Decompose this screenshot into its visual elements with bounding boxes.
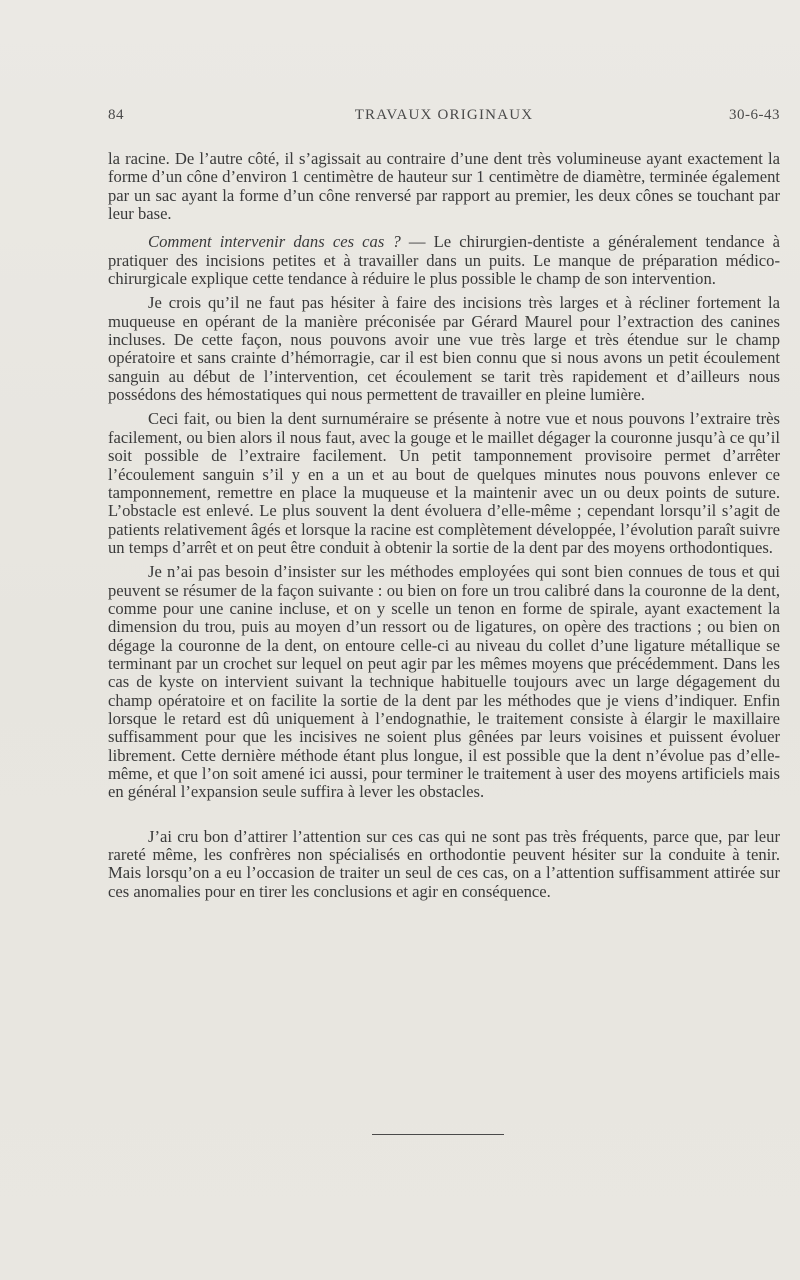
paragraph: Ceci fait, ou bien la dent surnuméraire se présente à notre vue et nous pouvons l’extraire très facilement, ou bien alors il nous faut, avec la gouge et le maillet dégager la couronne jusqu’à ce qu’il soit possible de l’extraire facilement. Un petit tamponnement provisoire permet d’arrêter l’écoulement sanguin s’il y en a un et au bout de quelques minutes nous pouvons enlever ce tamponnement, remettre en place la muqueuse et la maintenir avec un ou deux points de suture. L’obstacle est enlevé. Le plus souvent la dent évoluera d’elle-même ; cependant lorsqu’il s’agit de patients relativement âgés et lorsque la racine est complètement développée, l’évolution paraît suivre un temps d’arrêt et on peut être conduit à obtenir la sortie de la dent par des moyens orthodontiques. — [108, 409, 780, 557]
end-rule — [372, 1134, 504, 1135]
paragraph — [108, 233, 780, 288]
section-question: Comment intervenir dans ces cas ? — [148, 232, 401, 252]
paragraph: J’ai cru bon d’attirer l’attention sur ces cas qui ne sont pas très fréquents, parce que, par leur rareté même, les confrères non spécialisés en orthodontie peuvent hésiter sur la conduite à tenir. Mais lorsqu’on a eu l’occasion de traiter un seul de ces cas, on a l’attention suffisamment attirée sur ces anomalies pour en tirer les conclusions et agir en conséquence. — [108, 826, 780, 901]
issue-date: 30-6-43 — [729, 107, 780, 123]
running-title: TRAVAUX ORIGINAUX — [354, 107, 534, 123]
paragraph-text: — Le chirurgien-dentiste a généralement tendance à pratiquer des incisions petites et à travailler dans un puits. Le manque de préparation médico-chirurgicale explique cette tendance à réduire le plus possible le champ de son intervention. — [108, 232, 780, 289]
running-header — [108, 107, 780, 129]
article-body — [108, 150, 780, 901]
paragraph: Je n’ai pas besoin d’insister sur les méthodes employées qui sont bien connues de tous et qui peuvent se résumer de la façon suivante : ou bien on fore un trou calibré dans la couronne de la dent, comme pour une canine incluse, et on y scelle un tenon en forme de spirale, ayant exactement la dimension du trou, puis au moyen d’un ressort ou de ligatures, on opère des tractions ; ou bien on dégage la couronne de la dent, on entoure celle-ci au niveau du collet d’une ligature métallique se terminant par un crochet sur lequel on peut agir par les mêmes moyens que précédemment. Dans les cas de kyste on intervient suivant la technique habituelle toujours avec un large dégagement du champ opératoire et on facilite la sortie de la dent par les méthodes que je viens d’indiquer. Enfin lorsque le retard est dû uniquement à l’endognathie, le traitement consiste à élargir le maxillaire suffisamment pour que les incisives ne soient plus gênées par leurs voisines et puissent évoluer librement. Cette dernière méthode étant plus longue, il est possible que la dent n’évolue pas d’elle-même, et que l’on soit amené ici aussi, pour terminer le traitement à user des moyens artificiels mais en général l’expansion seule suffira à lever les obstacles. — [108, 562, 780, 802]
paragraph: la racine. De l’autre côté, il s’agissait au contraire d’une dent très volumineuse ayant exactement la forme d’un cône d’environ 1 centimètre de hauteur sur 1 centimètre de diamètre, terminée également par un sac ayant la forme d’un cône renversé par rapport au premier, les deux cônes se touchant par leur base. — [108, 149, 780, 224]
page-number: 84 — [108, 107, 124, 123]
paragraph: Je crois qu’il ne faut pas hésiter à faire des incisions très larges et à récliner fortement la muqueuse en opérant de la manière préconisée par Gérard Maurel pour l’extraction des canines incluses. De cette façon, nous pouvons avoir une vue très large et très étendue sur le champ opératoire et sans crainte d’hémorragie, car il est bien connu que si nous avons un petit écoulement sanguin au début de l’intervention, cet écoulement se tarit très rapidement et d’ailleurs nous possédons des hémostatiques qui nous permettent de travailler en pleine lumière. — [108, 293, 780, 405]
